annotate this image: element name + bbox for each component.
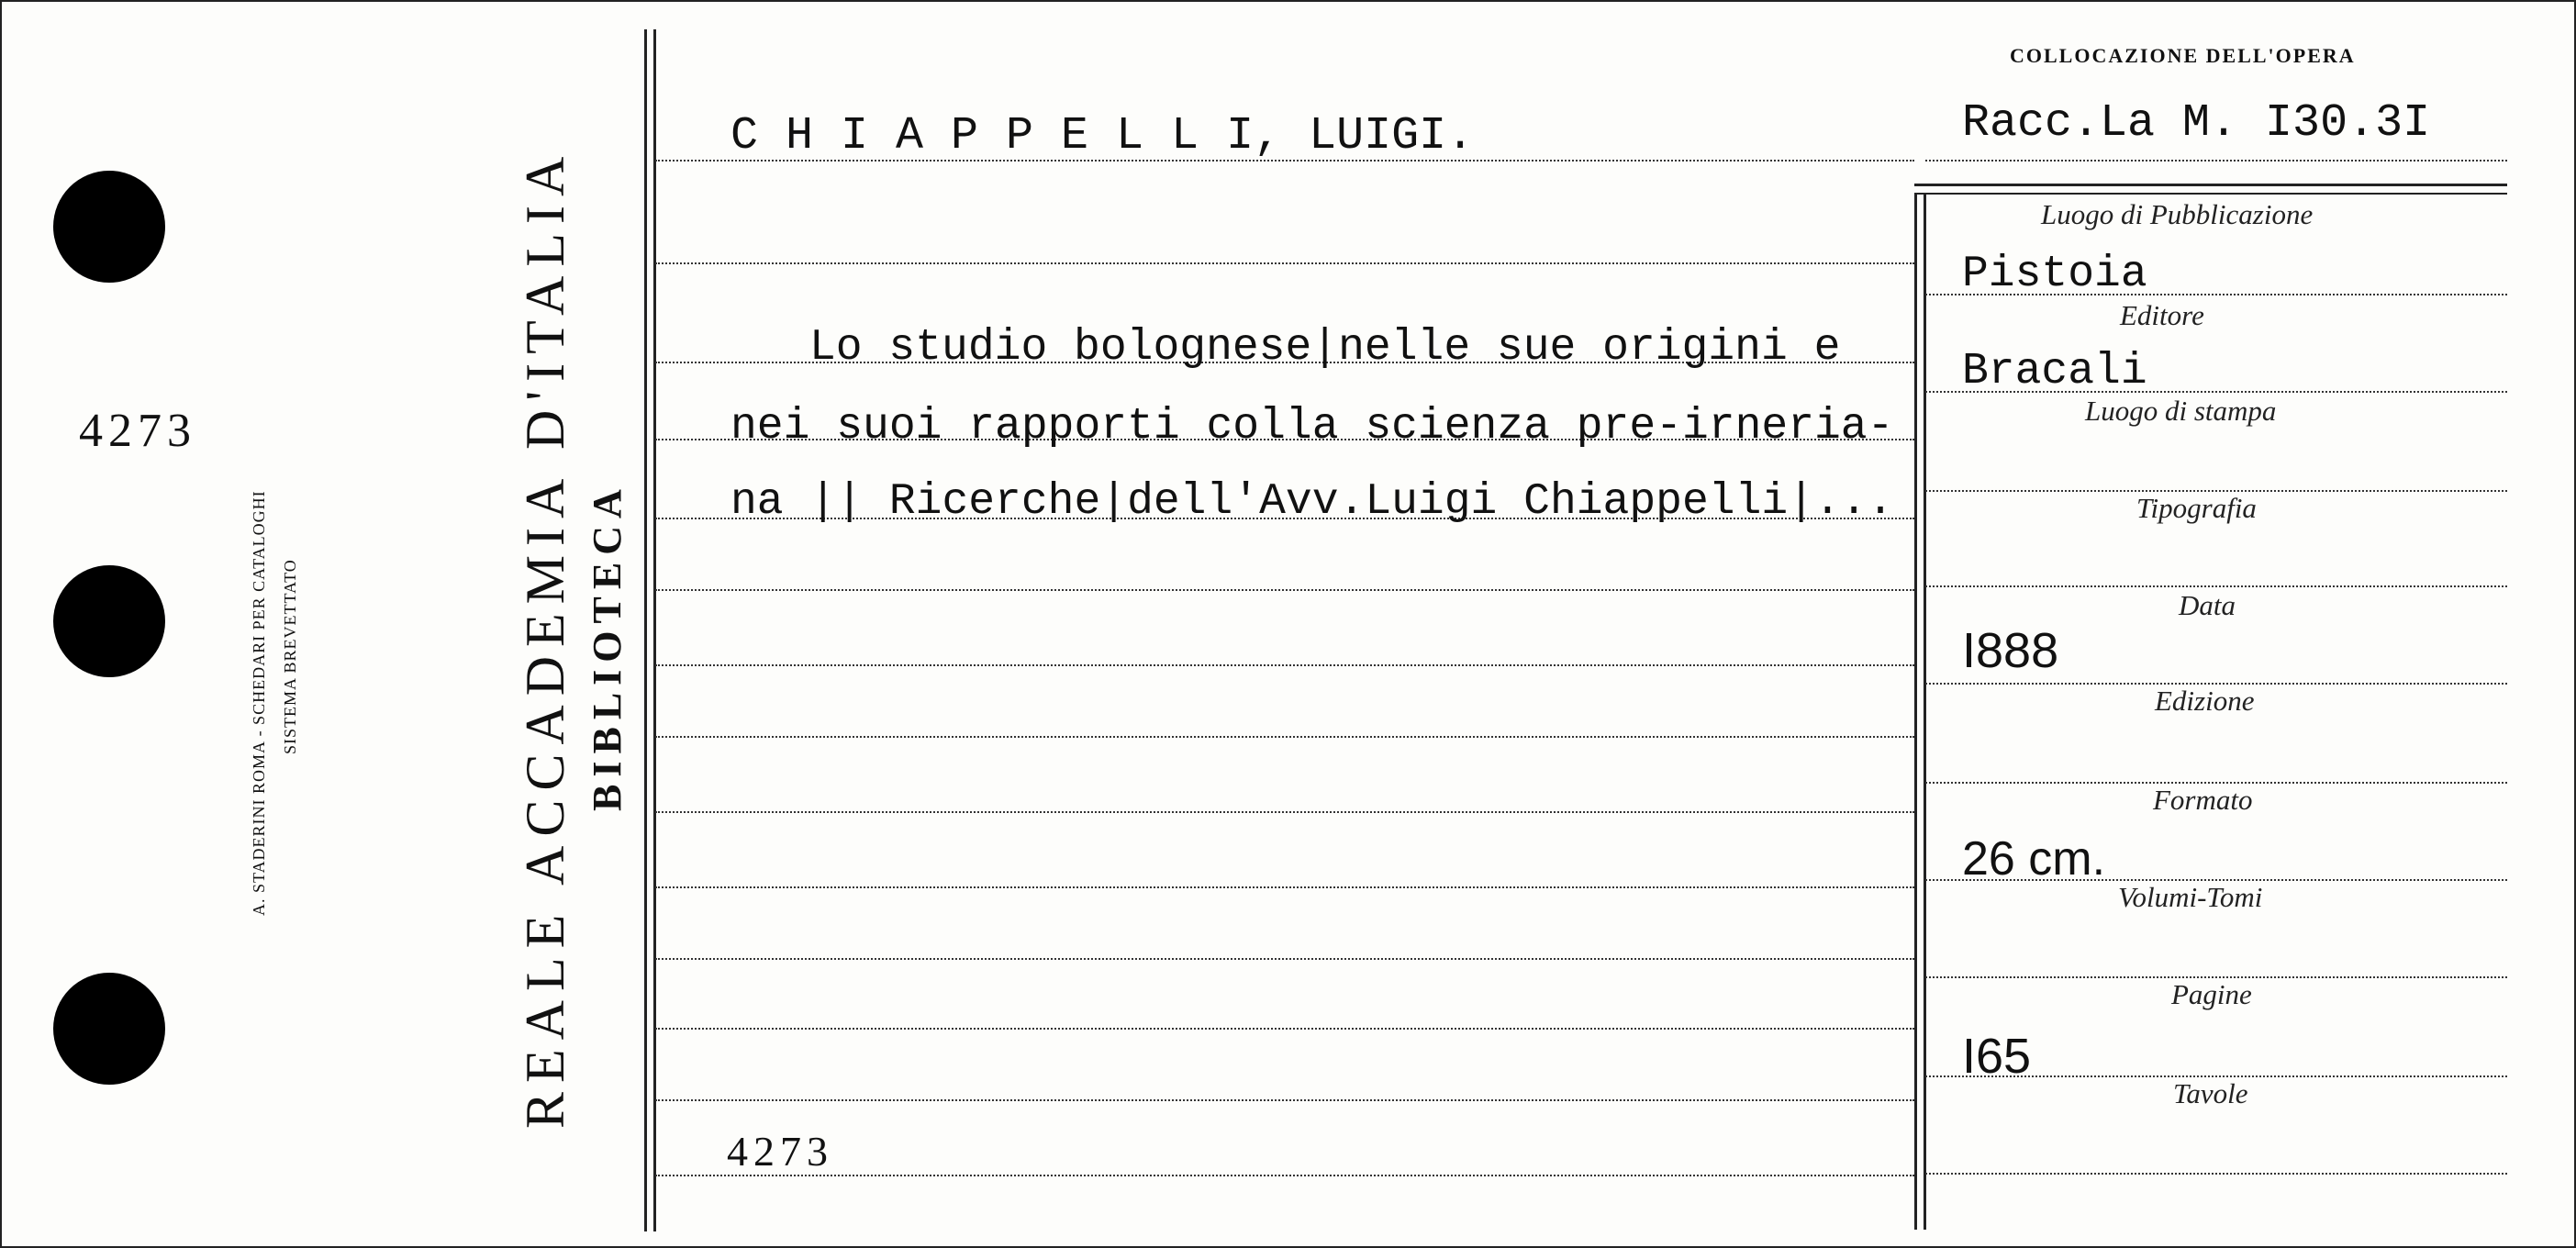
ruled-line: [655, 811, 1914, 813]
title-line-1: Lo studio bolognese|nelle sue origini e: [809, 323, 1841, 373]
value-editore: Bracali: [1962, 347, 2147, 396]
ruled-line: [655, 886, 1914, 888]
left-card-number: 4273: [79, 405, 196, 457]
title-line-3: na || Ricerche|dell'Avv.Luigi Chiappelli|...: [730, 477, 1894, 527]
value-formato: 26 cm.: [1962, 832, 2106, 886]
label-data: Data: [2179, 589, 2236, 621]
collocazione-label: COLLOCAZIONE DELL'OPERA: [2010, 44, 2356, 67]
ruled-line: [655, 736, 1914, 738]
label-luogo-stampa: Luogo di stampa: [2085, 395, 2277, 427]
title-line-2: nei suoi rapporti colla scienza pre-irneria-: [730, 402, 1894, 451]
main-vertical-rule-2: [653, 29, 656, 1231]
bottom-card-number: 4273: [727, 1128, 833, 1175]
field-line: [1925, 1173, 2507, 1175]
shelfmark-line: [1925, 160, 2507, 162]
printer-imprint-line1: A. STADERINI ROMA - SCHEDARI PER CATALOGHI: [250, 490, 268, 916]
label-pagine: Pagine: [2171, 978, 2252, 1010]
shelfmark-value: Racc.La M. I30.3I: [1962, 97, 2431, 150]
ruled-line: [655, 1028, 1914, 1030]
printer-imprint-line2: SISTEMA BREVETTATO: [281, 559, 299, 754]
author-heading: C H I A P P E L L I, LUIGI.: [730, 110, 1475, 162]
label-formato: Formato: [2153, 784, 2253, 816]
ruled-line: [655, 958, 1914, 960]
fields-top-rule-2: [1914, 193, 2507, 195]
label-tipografia: Tipografia: [2136, 492, 2257, 524]
field-line: [1925, 585, 2507, 587]
value-luogo-pubblicazione: Pistoia: [1962, 250, 2147, 299]
ruled-line: [655, 589, 1914, 591]
library-heading: BIBLIOTECA: [585, 482, 630, 811]
ruled-line: [655, 262, 1914, 264]
value-data: I888: [1962, 623, 2059, 678]
fields-vertical-rule-2: [1924, 193, 1926, 1230]
main-vertical-rule-1: [644, 29, 647, 1231]
fields-vertical-rule-1: [1914, 193, 1917, 1230]
binder-hole-middle: [53, 565, 165, 677]
fields-top-rule-1: [1914, 184, 2507, 186]
binder-hole-top: [53, 171, 165, 283]
label-volumi-tomi: Volumi-Tomi: [2118, 881, 2263, 913]
label-luogo-pubblicazione: Luogo di Pubblicazione: [2041, 198, 2314, 230]
ruled-line: [655, 664, 1914, 666]
ruled-line: [655, 1175, 1914, 1176]
label-edizione: Edizione: [2155, 685, 2255, 717]
ruled-line: [655, 1099, 1914, 1101]
label-editore: Editore: [2120, 299, 2204, 331]
label-tavole: Tavole: [2173, 1077, 2248, 1109]
binder-hole-bottom: [53, 973, 165, 1085]
value-pagine: I65: [1962, 1029, 2032, 1084]
institution-heading: REALE ACCADEMIA D'ITALIA: [515, 147, 575, 1129]
